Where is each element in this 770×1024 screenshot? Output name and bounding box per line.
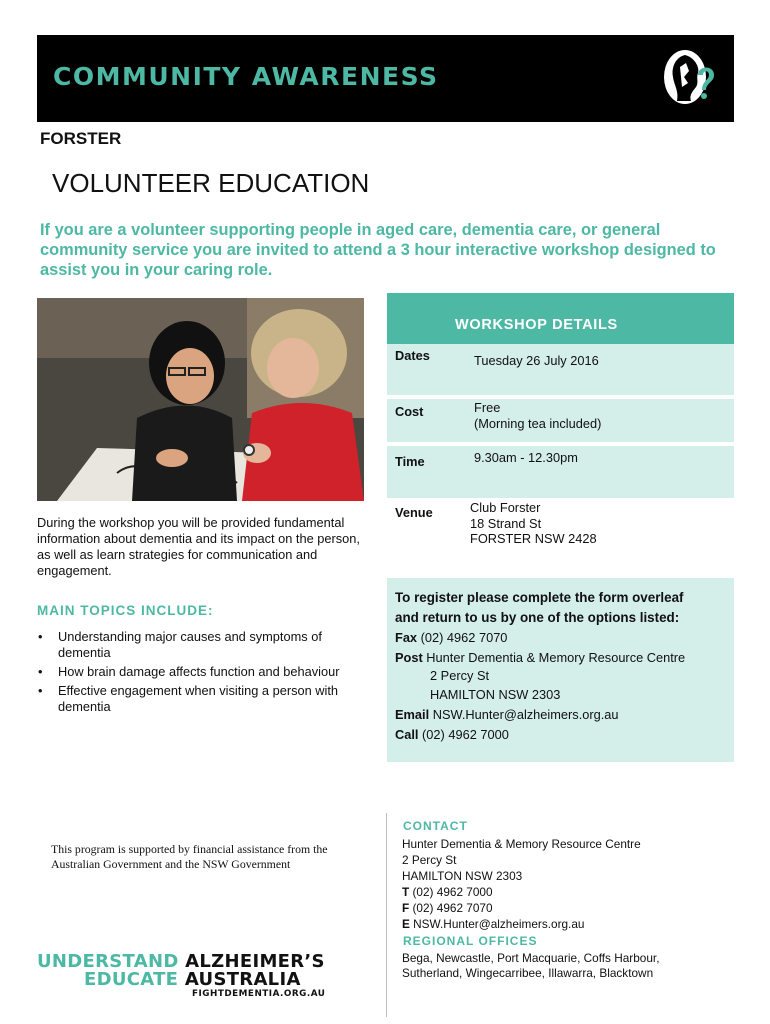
- email-label: Email: [395, 707, 430, 722]
- fax-number: (02) 4962 7070: [420, 630, 508, 645]
- register-fax: [395, 630, 507, 645]
- workshop-description: During the workshop you will be provided fundamental information about dementia and its impact on the person, as well as learn strategies for communication and engagement.: [37, 515, 360, 578]
- fax-label: Fax: [395, 630, 418, 645]
- contact-phone: [402, 884, 641, 900]
- list-item: • How brain damage affects function and behaviour: [37, 664, 367, 680]
- list-item: • Effective engagement when visiting a person with dementia: [37, 683, 367, 715]
- registration-panel: [387, 578, 734, 762]
- row-divider: [387, 395, 734, 399]
- header-banner: [37, 35, 734, 122]
- contact-email: [402, 916, 641, 932]
- dates-label: Dates: [395, 348, 430, 363]
- cost-value-line: (Morning tea included): [474, 416, 602, 431]
- location-label: FORSTER: [40, 129, 122, 148]
- call-label: Call: [395, 727, 419, 742]
- main-topics-list: [37, 629, 367, 718]
- register-email: [395, 707, 619, 722]
- time-value: 9.30am - 12.30pm: [474, 450, 578, 465]
- logo-word: ALZHEIMER’S: [185, 951, 325, 972]
- email-link[interactable]: NSW.Hunter@alzheimers.org.au: [432, 707, 619, 722]
- regional-line: Sutherland, Wingecarribee, Illawarra, Blacktown: [402, 966, 654, 980]
- post-address-line: HAMILTON NSW 2303: [430, 687, 561, 702]
- post-label: Post: [395, 650, 423, 665]
- register-intro: To register please complete the form overleaf: [395, 590, 684, 605]
- call-number: (02) 4962 7000: [422, 727, 509, 742]
- contact-details: [402, 836, 641, 932]
- phone-number: (02) 4962 7000: [412, 885, 493, 899]
- venue-line: Club Forster: [470, 500, 541, 515]
- post-address: Hunter Dementia & Memory Resource Centre: [426, 650, 686, 665]
- photo-illustration: [37, 298, 364, 501]
- fax-number: (02) 4962 7070: [412, 901, 493, 915]
- logo-line-2: [84, 969, 301, 990]
- cost-value-line: Free: [474, 400, 501, 415]
- contact-fax: [402, 900, 641, 916]
- volunteers-photo: [37, 298, 364, 501]
- page-title: VOLUNTEER EDUCATION: [52, 168, 370, 198]
- logo-word: AUSTRALIA: [184, 969, 301, 990]
- column-divider: [386, 813, 387, 1017]
- funding-notice: This program is supported by financial assistance from the Australian Government and the NSW Government: [51, 842, 328, 871]
- logo-url[interactable]: FIGHTDEMENTIA.ORG.AU: [192, 989, 326, 999]
- regional-offices-list: [402, 951, 732, 981]
- email-label: E: [402, 917, 410, 931]
- register-post: [395, 650, 685, 665]
- contact-heading: CONTACT: [403, 819, 468, 833]
- workshop-details-panel: [387, 293, 734, 498]
- venue-line: FORSTER NSW 2428: [470, 531, 597, 546]
- register-intro: and return to us by one of the options listed:: [395, 610, 680, 625]
- contact-org: Hunter Dementia & Memory Resource Centre: [402, 837, 641, 851]
- venue-label: Venue: [395, 505, 433, 520]
- banner-title: COMMUNITY AWARENESS: [53, 62, 439, 91]
- logo-word: UNDERSTAND: [37, 951, 179, 972]
- intro-text: If you are a volunteer supporting people in aged care, dementia care, or general community service you are invited to attend a 3 hour interactive workshop designed to assist you in your caring role.: [40, 221, 716, 279]
- regional-line: Bega, Newcastle, Port Macquarie, Coffs Harbour,: [402, 951, 660, 965]
- main-topics-heading: MAIN TOPICS INCLUDE:: [37, 603, 214, 618]
- contact-street: 2 Percy St: [402, 853, 457, 867]
- email-link[interactable]: NSW.Hunter@alzheimers.org.au: [413, 917, 585, 931]
- alzheimers-australia-logo: [37, 951, 357, 1001]
- venue-line: 18 Strand St: [470, 515, 542, 531]
- time-label: Time: [395, 454, 425, 469]
- contact-city: HAMILTON NSW 2303: [402, 869, 523, 883]
- row-divider: [387, 442, 734, 446]
- post-address-line: 2 Percy St: [430, 668, 490, 683]
- cost-label: Cost: [395, 404, 424, 419]
- venue-value: [470, 500, 597, 547]
- alzheimers-head-logo-icon: [658, 43, 720, 115]
- workshop-details-title: WORKSHOP DETAILS: [455, 317, 618, 333]
- regional-offices-heading: REGIONAL OFFICES: [403, 934, 538, 948]
- cost-value: [474, 400, 601, 432]
- dates-value: Tuesday 26 July 2016: [474, 353, 599, 368]
- phone-label: T: [402, 885, 410, 899]
- workshop-details-header: [387, 293, 734, 344]
- register-call: [395, 727, 509, 742]
- logo-word: EDUCATE: [84, 969, 179, 990]
- fax-label: F: [402, 901, 410, 915]
- list-item: • Understanding major causes and symptoms of dementia: [37, 629, 367, 661]
